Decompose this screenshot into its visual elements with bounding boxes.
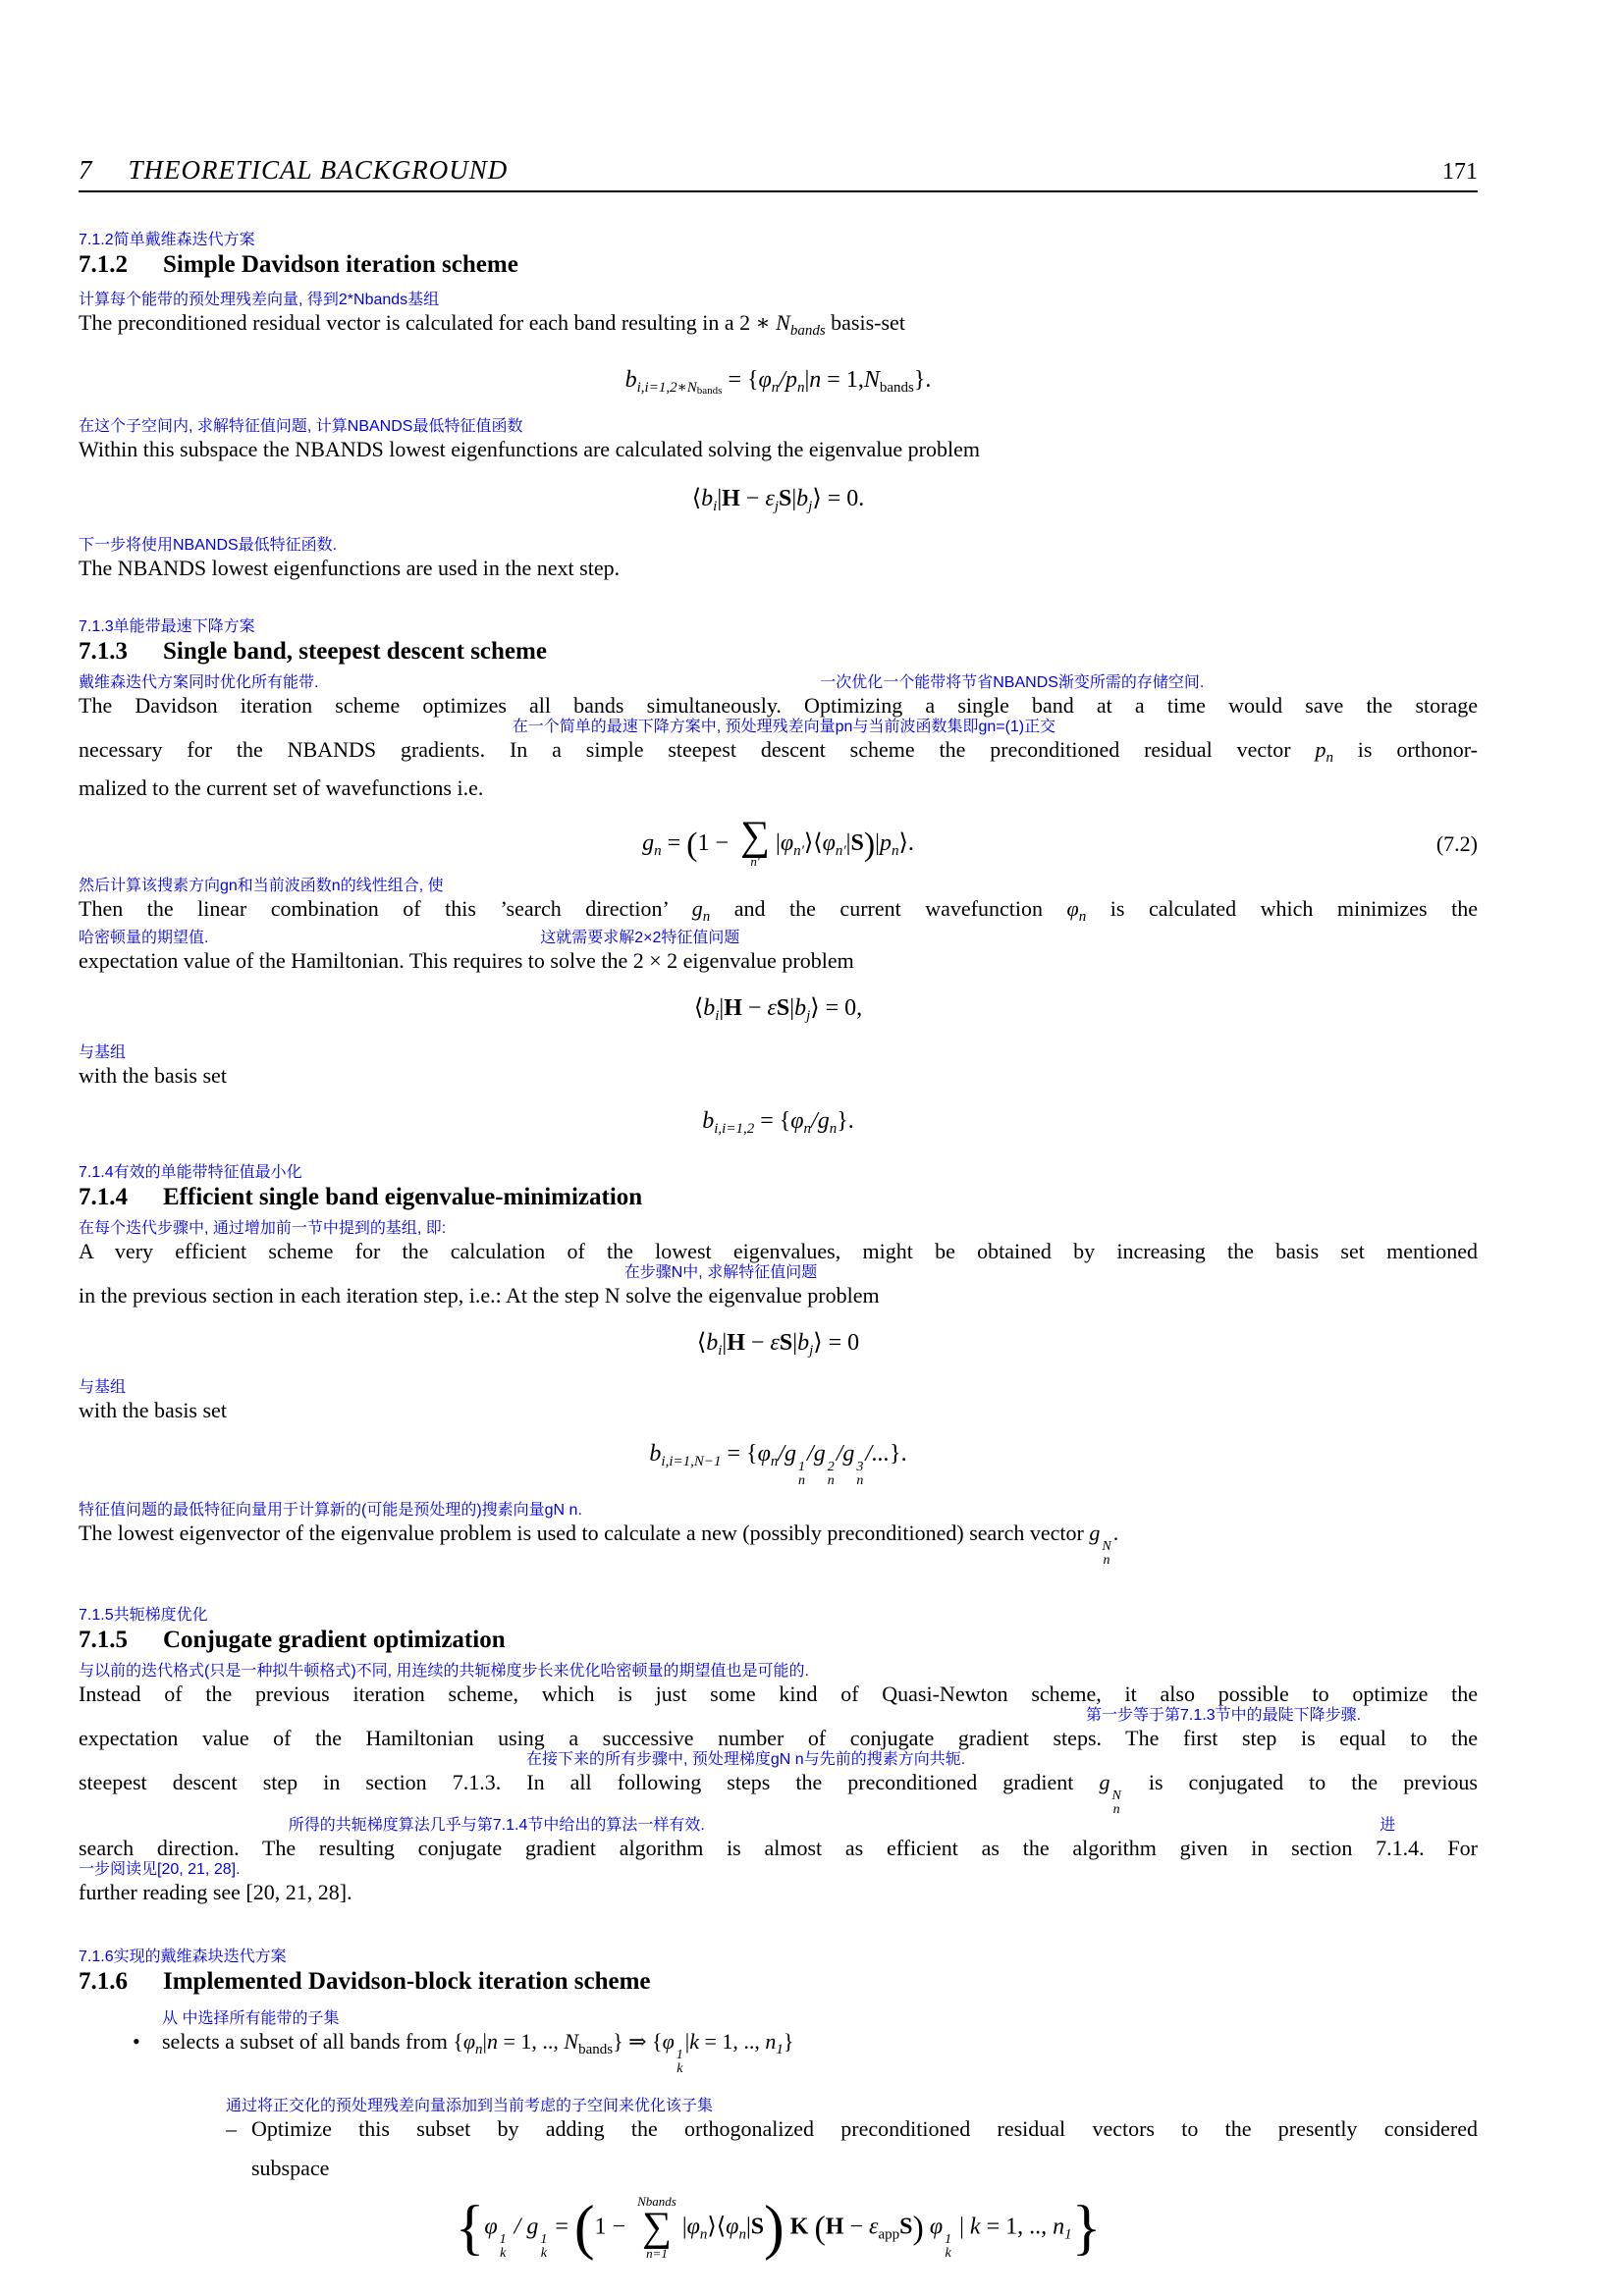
annotation-zh: 7.1.2简单戴维森迭代方案 — [79, 232, 255, 248]
equation-eigenvalue-2x2 — [79, 995, 1478, 1025]
equation-content: $b_{i,i=1,2} = \{\varphi_n/g_n\}$. — [702, 1107, 854, 1137]
annotation-zh: 7.1.3单能带最速下降方案 — [79, 617, 255, 635]
text-line — [79, 1663, 1478, 1707]
equation-basis-set-2n — [79, 367, 1478, 397]
annotation-zh: 在步骤N中, 求解特征值问题 — [623, 1264, 818, 1282]
header-rule — [79, 190, 1478, 192]
section-number: 7.1.4 — [79, 1184, 128, 1211]
equation-content: $⟨b_i|H$ − $\varepsilon S|b_j⟩ = 0$, — [693, 995, 863, 1025]
annotation-zh: 这就需要求解2×2特征值问题 — [540, 930, 740, 947]
text-line — [79, 1379, 1478, 1423]
section-number: 7.1.5 — [79, 1626, 128, 1653]
para-preconditioned-residual — [79, 292, 1478, 344]
annotation-zh: 然后计算该搜素方向gn和当前波函数n的线性组合, 使 — [79, 878, 444, 895]
section-heading — [79, 1183, 1478, 1212]
para-with-basis-set-2 — [79, 1379, 1478, 1423]
annotation-zh: 一步阅读见[20, 21, 28]. — [79, 1860, 241, 1878]
text-line — [79, 878, 1478, 930]
line-text: search direction. The resulting conjugate gradient algorithm is almost as efficient as the algorithm given in section 7.1.4. For — [79, 1835, 1478, 1860]
header-title: THEORETICAL BACKGROUND — [128, 155, 509, 185]
section-title: Simple Davidson iteration scheme — [163, 251, 518, 278]
line-text: expectation value of the Hamiltonian. This requires to solve the 2 × 2 eigenvalue problem — [79, 948, 854, 974]
bullet-text: selects a subset of all bands from {$\varphi_n|n = 1$, .., $N_{bands}$} ⇒ {φ 1 k |k = 1, .., $n_1$} — [162, 2028, 794, 2076]
section-heading — [79, 250, 1478, 280]
section-number: 7.1.6 — [79, 1967, 128, 1995]
line-text: with the basis set — [79, 1397, 227, 1422]
text-line — [251, 2156, 1478, 2181]
section-heading — [79, 1967, 1478, 1997]
para-very-efficient — [79, 1220, 1478, 1308]
annotation-zh: 7.1.4有效的单能带特征值最小化 — [79, 1164, 302, 1182]
equation-content: $b_{i,i=1,N-1} = \{\varphi_n/g$ 1 n /g 2 n /g 3 n /...}. — [649, 1440, 907, 1488]
para-davidson-optimizes — [79, 674, 1478, 801]
equation-content: {φ 1 k / g 1 k = (1 − Nbands ∑ n=1 $|\varphi_n⟩⟨\varphi_n|S$) K $(H - \varepsilon_{app}S)$ φ 1 k | k = 1, .., $n_1$} — [455, 2193, 1102, 2262]
para-conjugate-gradient — [79, 1663, 1478, 1905]
document-body — [79, 232, 1478, 2262]
text-line — [79, 1502, 1478, 1568]
equation-7-2 — [79, 813, 1478, 871]
annotation-zh: 与基组 — [79, 1378, 127, 1396]
line-text: The preconditioned residual vector is calculated for each band resulting in a 2 ∗ $N_{bands}$ basis-set — [79, 310, 905, 339]
text-line — [79, 771, 1478, 801]
annotation-zh: 从 中选择所有能带的子集 — [162, 2009, 340, 2027]
line-text: subspace — [251, 2155, 330, 2180]
text-line — [79, 1861, 1478, 1905]
annotation-zh: 第一步等于第7.1.3节中的最陡下降步骤. — [1086, 1706, 1362, 1724]
annotation-zh: 与基组 — [79, 1043, 127, 1061]
section-7-1-6 — [79, 1949, 1478, 1997]
text-line — [79, 719, 1478, 771]
line-text: in the previous section in each iteration step, i.e.: At the step N solve the eigenvalue problem — [79, 1283, 880, 1308]
line-text: with the basis set — [79, 1062, 227, 1088]
dash-marker: – — [226, 2115, 237, 2141]
annotation-zh: 特征值问题的最低特征向量用于计算新的(可能是预处理的)搜素向量gN n. — [79, 1501, 582, 1519]
line-text: necessary for the NBANDS gradients. In a simple steepest descent scheme the preconditioned residual vector $p_n$ is orthonor- — [79, 736, 1478, 766]
text-line — [79, 930, 1478, 974]
section-7-1-5 — [79, 1607, 1478, 1655]
line-text: The NBANDS lowest eigenfunctions are used in the next step. — [79, 555, 621, 580]
line-text: The lowest eigenvector of the eigenvalue problem is used to calculate a new (possibly preconditioned) search vector g N n . — [79, 1520, 1119, 1568]
equation-content: $⟨b_i|H$ − $\varepsilon S|b_j⟩ = 0$ — [696, 1330, 860, 1360]
line-text: Within this subspace the NBANDS lowest eigenfunctions are calculated solving the eigenvalue problem — [79, 437, 980, 462]
text-line — [79, 1264, 1478, 1308]
text-line — [79, 418, 1478, 462]
section-number: 7.1.3 — [79, 637, 128, 665]
annotation-zh: 7.1.5共轭梯度优化 — [79, 1606, 208, 1624]
annotation-zh: 进 — [1380, 1816, 1396, 1834]
line-text: steepest descent step in section 7.1.3. In all following steps the preconditioned gradient g N n is conjugated to the previous — [79, 1769, 1478, 1817]
line-text: Then the linear combination of this ’search direction’ $g_n$ and the current wavefunction $\varphi_n$ is calculated which minimizes the — [79, 896, 1478, 926]
annotation-zh: 在一个简单的最速下降方案中, 预处理残差向量pn与当前波函数集即gn=(1)正交 — [512, 718, 1056, 735]
section-title: Single band, steepest descent scheme — [163, 637, 547, 665]
text-line — [79, 537, 1478, 581]
line-text: further reading see [20, 21, 28]. — [79, 1879, 352, 1904]
equation-eigenvalue-stepN — [79, 1330, 1478, 1360]
line-text: A very efficient scheme for the calculation of the lowest eigenvalues, might be obtained by increasing the basis set mentioned — [79, 1239, 1478, 1264]
text-line — [79, 292, 1478, 344]
annotation-zh: 戴维森迭代方案同时优化所有能带. — [79, 673, 319, 691]
annotation-zh: 7.1.6实现的戴维森块迭代方案 — [79, 1948, 287, 1965]
para-within-subspace — [79, 418, 1478, 462]
line-text: Optimize this subset by adding the orthogonalized preconditioned residual vectors to the presently considered — [251, 2115, 1478, 2141]
equation-number: (7.2) — [1435, 830, 1478, 856]
text-line — [79, 674, 1478, 719]
text-line — [79, 1044, 1478, 1089]
page-number: 171 — [1442, 159, 1478, 185]
sum-symbol: ∑ n′ — [740, 813, 770, 870]
line-text: expectation value of the Hamiltonian using a successive number of conjugate gradient steps. The first step is equal to the — [79, 1725, 1478, 1750]
annotation-zh: 在接下来的所有步骤中, 预处理梯度gN n与先前的搜素方向共轭. — [526, 1750, 966, 1768]
section-number: 7.1.2 — [79, 251, 128, 278]
text-line — [79, 1220, 1478, 1264]
annotation-zh: 在每个迭代步骤中, 通过增加前一节中提到的基组, 即: — [79, 1220, 447, 1238]
para-linear-combination — [79, 878, 1478, 974]
text-line — [79, 1751, 1478, 1817]
equation-content: $⟨b_i|H$ − $\varepsilon_jS|b_j⟩ = 0$. — [691, 486, 865, 515]
equation-content: $g_n = (1$ − ∑ n′ $|\varphi_{n'}⟩⟨\varphi_{n'}|S)|p_n⟩$. — [642, 813, 914, 870]
section-title: Implemented Davidson-block iteration scheme — [163, 1967, 651, 1995]
bullet-selects-subset — [133, 2010, 1478, 2076]
text-line — [251, 2116, 1478, 2142]
line-text: Instead of the previous iteration scheme, which is just some kind of Quasi-Newton scheme, it also possible to optimize the — [79, 1681, 1478, 1706]
running-head — [79, 155, 508, 186]
bullet-marker: • — [133, 2028, 140, 2054]
section-title: Efficient single band eigenvalue-minimization — [163, 1184, 643, 1211]
equation-basis-set-12 — [79, 1108, 1478, 1138]
sum-symbol: Nbands ∑ n=1 — [637, 2193, 676, 2261]
equation-eigenvalue-epsj — [79, 486, 1478, 515]
section-heading — [79, 637, 1478, 667]
header-section-number: 7 — [79, 155, 93, 185]
para-with-basis-set-1 — [79, 1044, 1478, 1089]
equation-basis-set-1N — [79, 1441, 1478, 1488]
section-7-1-4 — [79, 1164, 1478, 1212]
equation-content: $b_{i,i=1,2∗Nbands} = \{\varphi_n/p_n|n = 1,N_{bands}\}$. — [624, 367, 932, 397]
annotation-zh: 所得的共轭梯度算法几乎与第7.1.4节中给出的算法一样有效. — [288, 1816, 705, 1834]
section-heading — [79, 1626, 1478, 1655]
section-title: Conjugate gradient optimization — [163, 1626, 506, 1653]
text-line — [79, 1707, 1478, 1751]
annotation-zh: 计算每个能带的预处理残差向量, 得到2*Nbands基组 — [79, 292, 440, 308]
annotation-zh: 与以前的迭代格式(只是一种拟牛顿格式)不同, 用连续的共轭梯度步长来优化哈密顿量的期望值也是可能的. — [79, 1662, 809, 1680]
para-next-step — [79, 537, 1478, 581]
page-header — [79, 155, 1478, 186]
equation-subspace-update — [79, 2195, 1478, 2262]
section-7-1-2 — [79, 232, 1478, 280]
dash-optimize-subset — [226, 2098, 1478, 2181]
line-text: malized to the current set of wavefunctions i.e. — [79, 774, 484, 800]
annotation-zh: 一次优化一个能带将节省NBANDS渐变所需的存储空间. — [820, 673, 1205, 691]
annotation-zh: 通过将正交化的预处理残差向量添加到当前考虑的子空间来优化该子集 — [226, 2097, 714, 2114]
annotation-zh: 下一步将使用NBANDS最低特征函数. — [79, 536, 338, 554]
line-text: The Davidson iteration scheme optimizes all bands simultaneously. Optimizing a single band at a time would save the storage — [79, 692, 1478, 718]
para-lowest-eigenvector — [79, 1502, 1478, 1568]
annotation-zh: 在这个子空间内, 求解特征值问题, 计算NBANDS最低特征值函数 — [79, 418, 523, 436]
text-line — [79, 1817, 1478, 1861]
annotation-zh: 哈密顿量的期望值. — [79, 930, 209, 947]
section-7-1-3 — [79, 618, 1478, 667]
document-page — [79, 155, 1478, 2262]
